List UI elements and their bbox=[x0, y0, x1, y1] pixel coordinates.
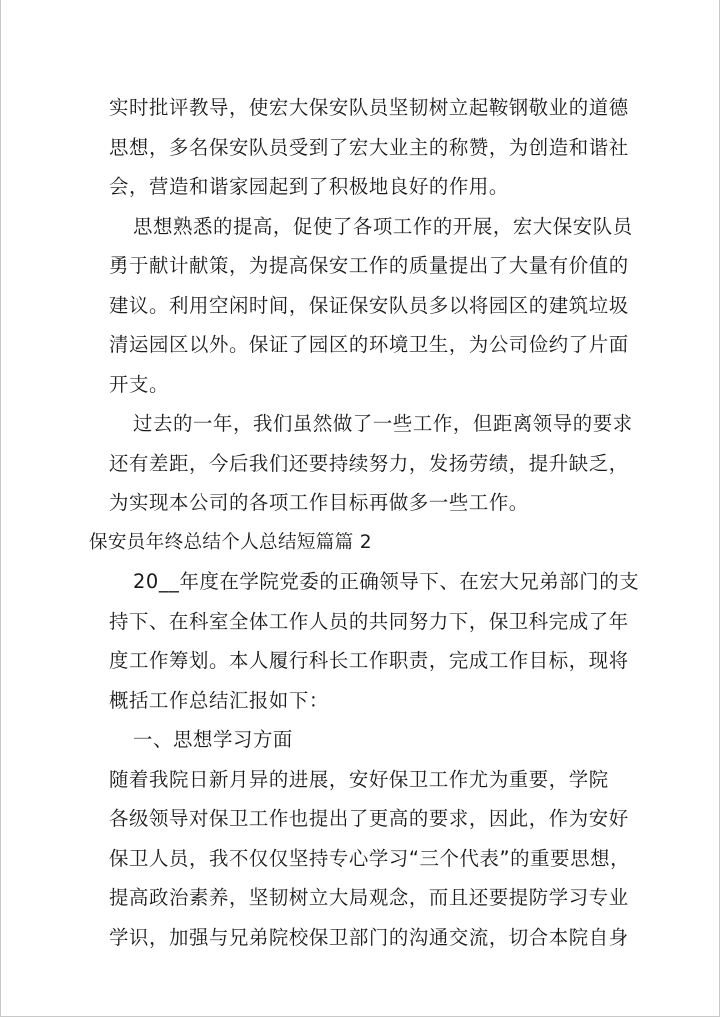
text-line: 还有差距，今后我们还要持续努力，发扬劳绩，提升缺乏， bbox=[109, 451, 629, 475]
text-line: 为实现本公司的各项工作目标再做多一些工作。 bbox=[109, 491, 529, 514]
text-line: 会，营造和谐家园起到了积极地良好的作用。 bbox=[109, 175, 509, 198]
text-line: 各级领导对保卫工作也提出了更高的要求，因此，作为安好 bbox=[109, 807, 629, 830]
text-line: 持下、在科室全体工作人员的共同努力下，保卫科完成了年 bbox=[109, 609, 629, 633]
section-title: 保安员年终总结个人总结短篇篇 2 bbox=[89, 531, 372, 553]
text-line: 开支。 bbox=[109, 372, 169, 396]
text-line: 概括工作总结汇报如下： bbox=[109, 688, 329, 712]
text-line: 清运园区以外。保证了园区的环境卫生，为公司俭约了片面 bbox=[109, 333, 629, 356]
paragraph-start-line: 20__年度在学院党委的正确领导下、在宏大兄弟部门的支 bbox=[133, 570, 640, 593]
text-line: 保卫人员，我不仅仅坚持专心学习“三个代表”的重要思想， bbox=[109, 846, 631, 870]
paragraph-start-line: 思想熟悉的提高，促使了各项工作的开展，宏大保安队员 bbox=[133, 214, 633, 238]
paragraph-start-line: 过去的一年，我们虽然做了一些工作，但距离领导的要求 bbox=[133, 412, 633, 435]
text-line: 建议。利用空闲时间，保证保安队员多以将园区的建筑垃圾 bbox=[109, 293, 629, 317]
text-line: 勇于献计献策，为提高保安工作的质量提出了大量有价值的 bbox=[109, 254, 629, 277]
document-body bbox=[89, 88, 640, 957]
text-line: 提高政治素养，坚韧树立大局观念，而且还要提防学习专业 bbox=[109, 886, 629, 909]
paragraph-start-line: 随着我院日新月异的进展，安好保卫工作尤为重要，学院 bbox=[109, 767, 609, 791]
text-line: 度工作筹划。本人履行科长工作职责，完成工作目标，现将 bbox=[109, 649, 629, 672]
text-line: 学识，加强与兄弟院校保卫部门的沟通交流，切合本院自身 bbox=[109, 925, 629, 949]
text-line: 思想，多名保安队员受到了宏大业主的称赞，为创造和谐社 bbox=[109, 135, 629, 159]
text-line: 实时批评教导，使宏大保安队员坚韧树立起鞍钢敬业的道德 bbox=[109, 96, 629, 119]
subsection-heading: 一、思想学习方面 bbox=[133, 728, 293, 751]
